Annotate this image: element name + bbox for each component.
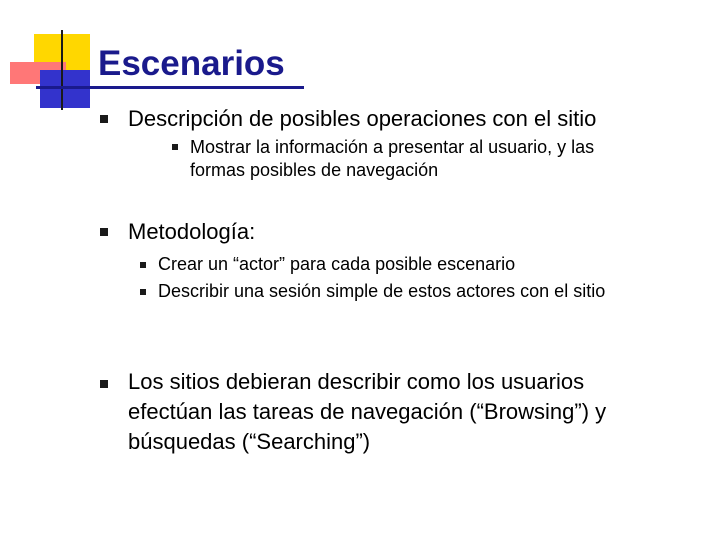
bullet-marker (100, 228, 108, 236)
bullet-text: Descripción de posibles operaciones con el sitio (128, 106, 597, 131)
subbullet-text: Crear un “actor” para cada posible escenario (158, 254, 516, 274)
title-underline (36, 86, 304, 89)
subbullet-text: Describir una sesión simple de estos actores con el sitio (158, 281, 606, 301)
bullet-marker (100, 380, 108, 388)
bullet-marker (100, 115, 108, 123)
subbullet-marker (140, 289, 146, 295)
bullet-text-line: búsquedas (“Searching”) (128, 429, 371, 454)
subbullet-text-line: formas posibles de navegación (190, 160, 439, 180)
subbullet-marker (172, 144, 178, 150)
slide-title: Escenarios (98, 44, 285, 83)
subbullet-text-line: Mostrar la información a presentar al usuario, y las (190, 137, 595, 157)
bullet-text-line: Los sitios debieran describir como los usuarios (128, 369, 585, 394)
bullet-text: Metodología: (128, 219, 256, 244)
subbullet-marker (140, 262, 146, 268)
decorative-logo (0, 0, 100, 115)
bullet-text-line: efectúan las tareas de navegación (“Browsing”) y (128, 399, 607, 424)
